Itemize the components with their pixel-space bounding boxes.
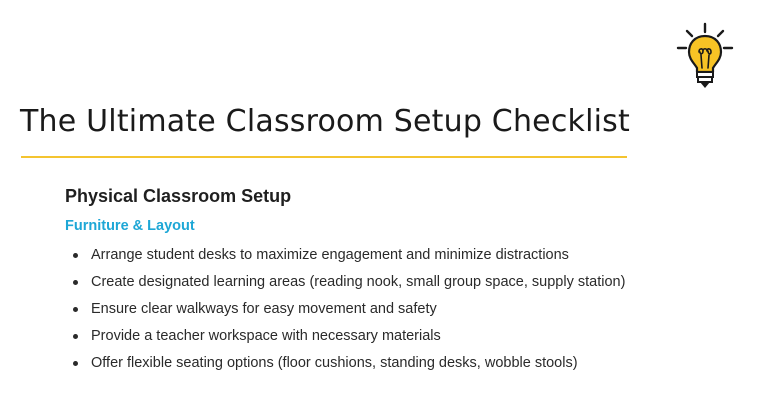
list-item [73, 325, 625, 352]
bullet-icon [73, 280, 78, 285]
list-item [73, 271, 625, 298]
list-item-text: Provide a teacher workspace with necessary materials [91, 328, 441, 344]
list-item [73, 244, 625, 271]
list-item-text: Arrange student desks to maximize engagement and minimize distractions [91, 247, 569, 263]
subsection-heading: Furniture & Layout [65, 218, 195, 234]
bullet-icon [73, 334, 78, 339]
list-item-text: Offer flexible seating options (floor cushions, standing desks, wobble stools) [91, 355, 578, 371]
bullet-icon [73, 307, 78, 312]
title-divider [21, 156, 627, 158]
section-heading: Physical Classroom Setup [65, 186, 292, 206]
list-item-text: Create designated learning areas (reading nook, small group space, supply station) [91, 274, 626, 290]
bullet-icon [73, 253, 78, 258]
list-item [73, 352, 625, 379]
page-title: The Ultimate Classroom Setup Checklist [20, 104, 630, 139]
list-item-text: Ensure clear walkways for easy movement and safety [91, 301, 437, 317]
lightbulb-icon [672, 22, 738, 100]
bullet-icon [73, 361, 78, 366]
checklist [73, 244, 625, 379]
list-item [73, 298, 625, 325]
